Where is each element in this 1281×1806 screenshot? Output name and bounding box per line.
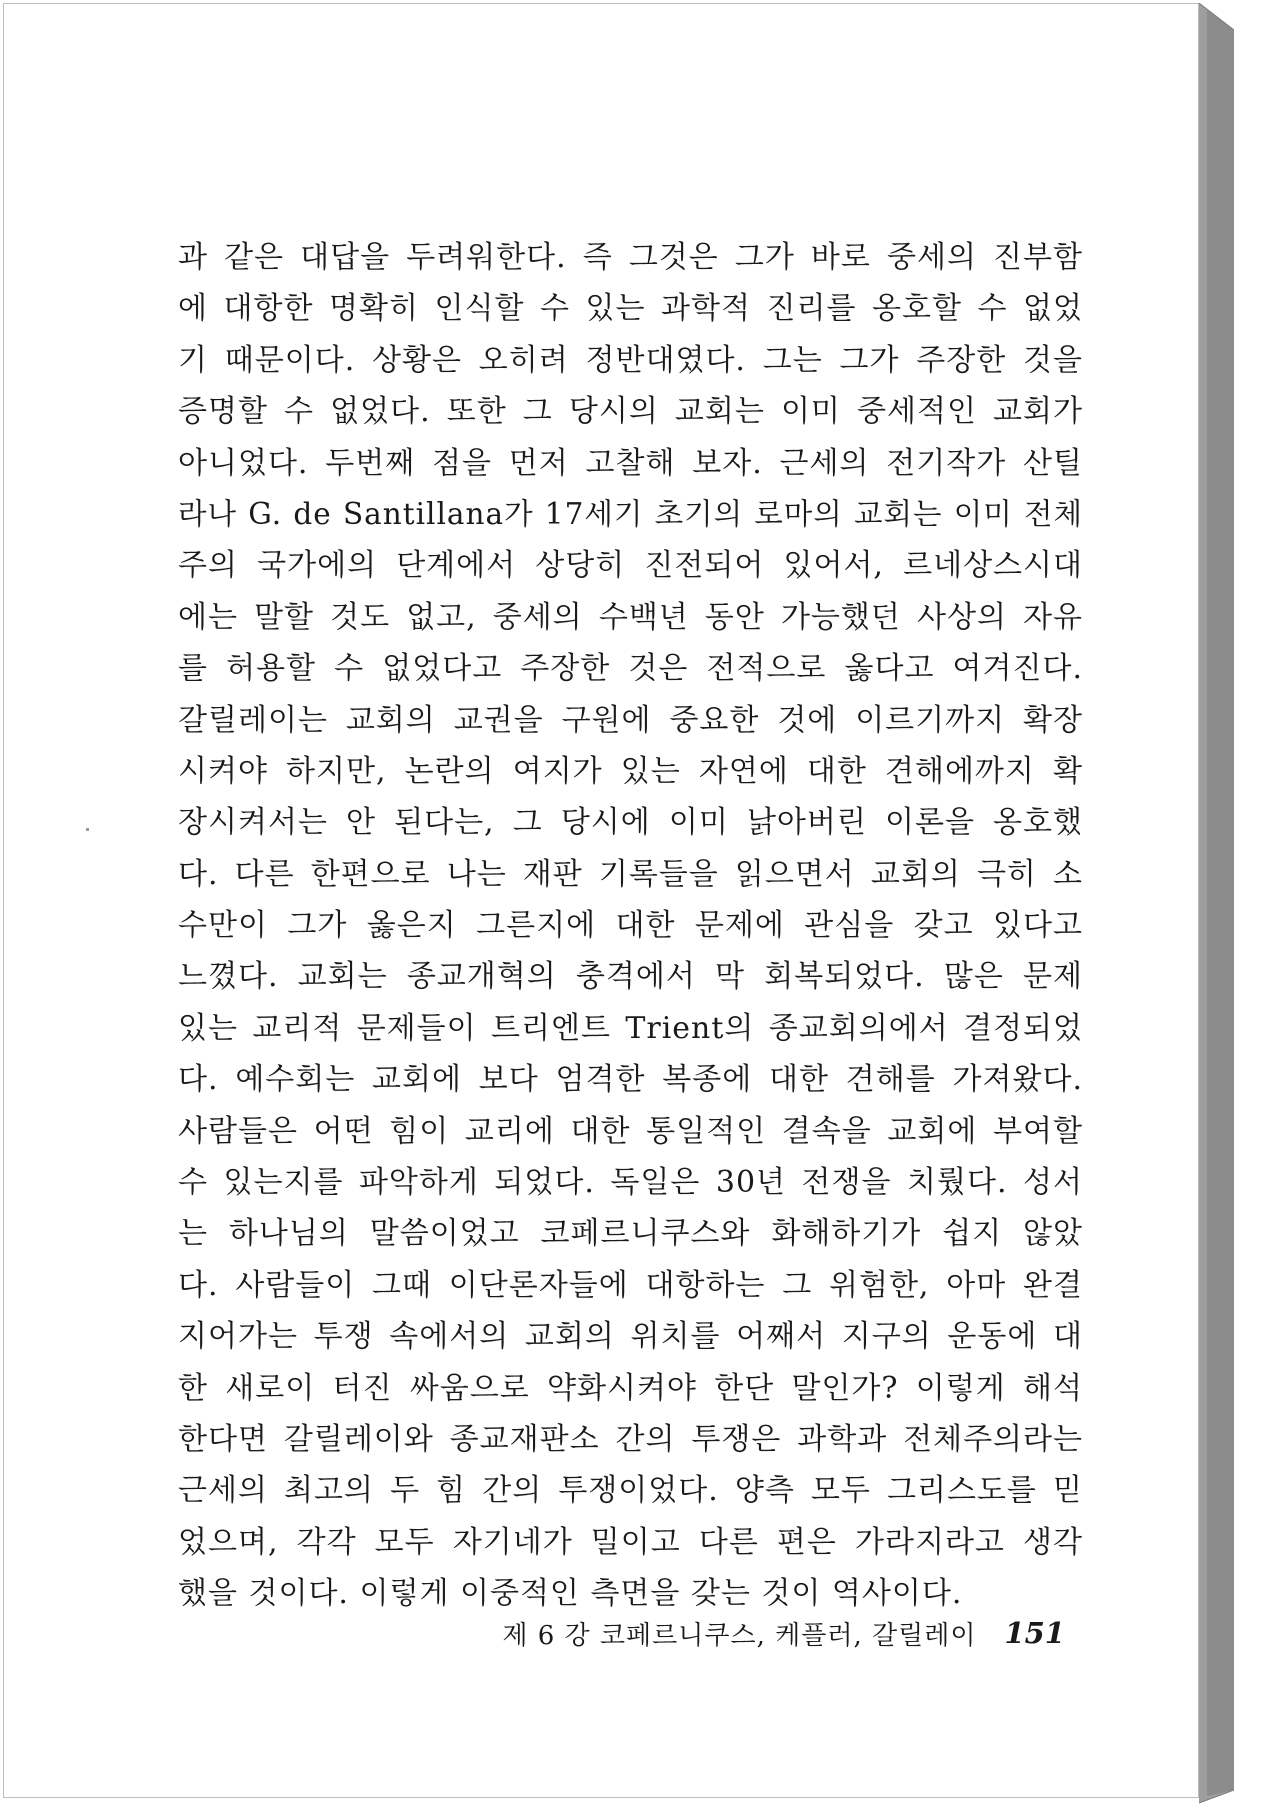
text-line: 근세의 최고의 두 힘 간의 투쟁이었다. 양측 모두 그리스도를 믿: [178, 1473, 1083, 1509]
text-line: 장시켜서는 안 된다는, 그 당시에 이미 낡아버린 이론을 옹호했: [178, 805, 1083, 841]
text-line: 한 새로이 터진 싸움으로 약화시켜야 한단 말인가? 이렇게 해석: [178, 1370, 1083, 1406]
text-line: 었으며, 각각 모두 자기네가 밀이고 다른 편은 가라지라고 생각: [178, 1524, 1083, 1560]
text-line: 주의 국가에의 단계에서 상당히 진전되어 있어서, 르네상스시대: [178, 548, 1083, 584]
text-line: 를 허용할 수 없었다고 주장한 것은 전적으로 옳다고 여겨진다.: [178, 651, 1083, 687]
text-line: 에 대항한 명확히 인식할 수 있는 과학적 진리를 옹호할 수 없었: [178, 291, 1083, 327]
text-line: 수 있는지를 파악하게 되었다. 독일은 30년 전쟁을 치뤘다. 성서: [178, 1165, 1083, 1201]
text-line: 다. 다른 한편으로 나는 재판 기록들을 읽으면서 교회의 극히 소: [178, 856, 1083, 892]
text-line: 사람들은 어떤 힘이 교리에 대한 통일적인 결속을 교회에 부여할: [178, 1113, 1083, 1149]
text-line: 증명할 수 없었다. 또한 그 당시의 교회는 이미 중세적인 교회가: [178, 394, 1083, 430]
text-line: 수만이 그가 옳은지 그른지에 대한 문제에 관심을 갖고 있다고: [178, 908, 1083, 944]
stray-mark: [86, 828, 89, 831]
text-line: 느꼈다. 교회는 종교개혁의 충격에서 막 회복되었다. 많은 문제: [178, 959, 1083, 995]
page-footer: [485, 1606, 1065, 1660]
text-line: 한다면 갈릴레이와 종교재판소 간의 투쟁은 과학과 전체주의라는: [178, 1421, 1083, 1457]
text-line: 다. 사람들이 그때 이단론자들에 대항하는 그 위험한, 아마 완결: [178, 1267, 1083, 1303]
text-line: 아니었다. 두번째 점을 먼저 고찰해 보자. 근세의 전기작가 산틸: [178, 445, 1083, 481]
text-line: 했을 것이다. 이렇게 이중적인 측면을 갖는 것이 역사이다.: [178, 1576, 963, 1612]
text-line: 과 같은 대답을 두려워한다. 즉 그것은 그가 바로 중세의 진부함: [178, 240, 1083, 275]
text-line: 기 때문이다. 상황은 오히려 정반대였다. 그는 그가 주장한 것을: [178, 342, 1083, 378]
text-line: 갈릴레이는 교회의 교권을 구원에 중요한 것에 이르기까지 확장: [178, 702, 1083, 738]
page-number: 151: [1004, 1616, 1065, 1650]
text-line: 는 하나님의 말씀이었고 코페르니쿠스와 화해하기가 쉽지 않았: [178, 1216, 1083, 1252]
page-edge-shadow: [1199, 0, 1249, 1806]
text-line: 시켜야 하지만, 논란의 여지가 있는 자연에 대한 견해에까지 확: [178, 753, 1083, 789]
text-line: 라나 G. de Santillana가 17세기 초기의 로마의 교회는 이미 전체: [178, 496, 1083, 531]
running-head: 제 6 강 코페르니쿠스, 케플러, 갈릴레이: [502, 1620, 977, 1651]
text-line: 에는 말할 것도 없고, 중세의 수백년 동안 가능했던 사상의 자유: [178, 599, 1083, 635]
body-text: [178, 232, 1083, 1620]
text-line: 지어가는 투쟁 속에서의 교회의 위치를 어째서 지구의 운동에 대: [178, 1319, 1083, 1355]
text-line: 다. 예수회는 교회에 보다 엄격한 복종에 대한 견해를 가져왔다.: [178, 1062, 1083, 1098]
text-line: 있는 교리적 문제들이 트리엔트 Trient의 종교회의에서 결정되었: [178, 1010, 1083, 1046]
